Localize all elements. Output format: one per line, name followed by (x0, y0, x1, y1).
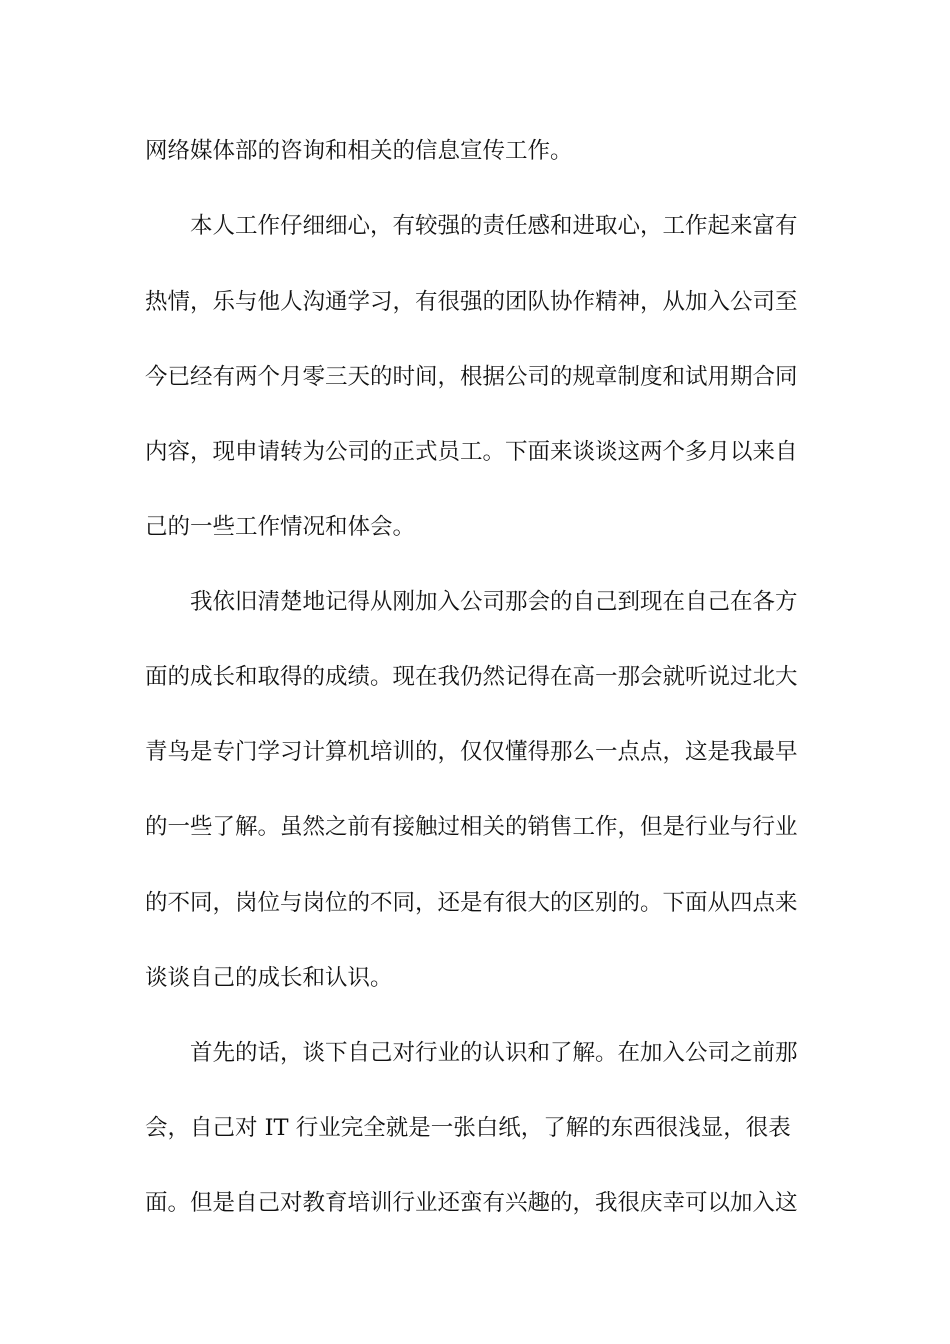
paragraph-line: 己的一些工作情况和体会。 (145, 514, 416, 540)
paragraph-line: 面的成长和取得的成绩。现在我仍然记得在高一那会就听说过北大 (145, 664, 798, 690)
paragraph-line: 谈谈自己的成长和认识。 (145, 965, 393, 991)
paragraph-line: 内容，现申请转为公司的正式员工。下面来谈谈这两个多月以来自 (145, 439, 798, 465)
paragraph-line: 我依旧清楚地记得从刚加入公司那会的自己到现在自己在各方 (190, 589, 798, 615)
paragraph-line: 热情，乐与他人沟通学习，有很强的团队协作精神，从加入公司至 (145, 289, 798, 315)
paragraph-line: 会，自己对 IT 行业完全就是一张白纸，了解的东西很浅显，很表 (145, 1115, 791, 1141)
paragraph-line: 今已经有两个月零三天的时间，根据公司的规章制度和试用期合同 (145, 364, 798, 390)
paragraph-line: 本人工作仔细细心，有较强的责任感和进取心，工作起来富有 (190, 213, 798, 239)
paragraph-line: 的不同，岗位与岗位的不同，还是有很大的区别的。下面从四点来 (145, 890, 798, 916)
paragraph-line: 首先的话，谈下自己对行业的认识和了解。在加入公司之前那 (190, 1040, 798, 1066)
paragraph-line: 的一些了解。虽然之前有接触过相关的销售工作，但是行业与行业 (145, 814, 798, 840)
paragraph-line: 网络媒体部的咨询和相关的信息宣传工作。 (145, 138, 573, 164)
paragraph-line: 面。但是自己对教育培训行业还蛮有兴趣的，我很庆幸可以加入这 (145, 1190, 798, 1216)
paragraph-line: 青鸟是专门学习计算机培训的，仅仅懂得那么一点点，这是我最早 (145, 739, 798, 765)
